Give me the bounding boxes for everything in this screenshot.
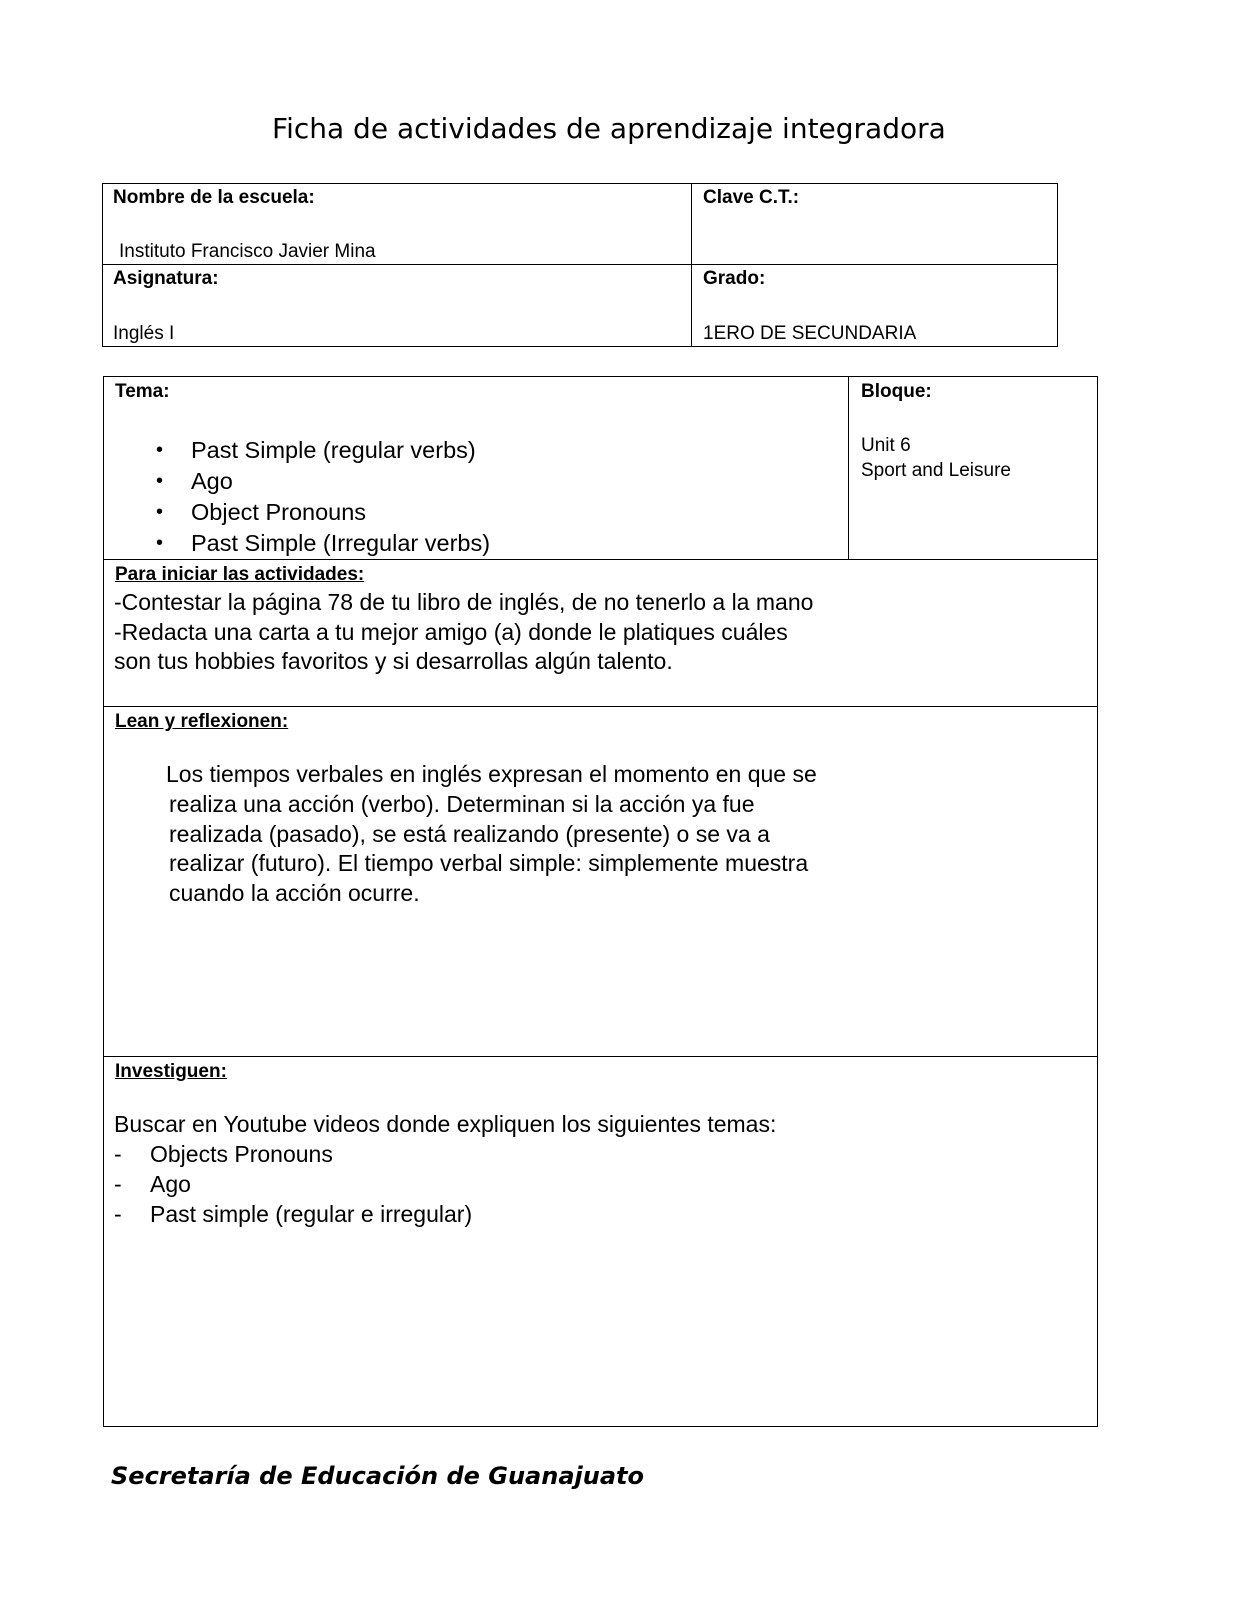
table1-column-divider [691,183,692,347]
investiguen-list [114,1139,472,1229]
iniciar-line-2: -Redacta una carta a tu mejor amigo (a) donde le platiques cuáles [114,619,788,645]
lean-line-4: realizar (futuro). El tiempo verbal simple: simplemente muestra [169,850,809,876]
lean-line-2: realiza una acción (verbo). Determinan si la acción ya fue [169,791,755,817]
tema-bloque-divider [848,376,849,559]
investiguen-intro: Buscar en Youtube videos donde expliquen los siguientes temas: [114,1111,777,1137]
iniciar-label: Para iniciar las actividades: [115,564,365,585]
clave-ct-label: Clave C.T.: [703,187,800,208]
tema-label: Tema: [115,381,170,402]
asignatura-value: Inglés I [113,323,175,344]
lean-line-5: cuando la acción ocurre. [169,880,420,906]
row-divider-1 [103,559,1098,560]
table1-row-divider [102,264,1058,265]
investiguen-label: Investiguen: [115,1061,227,1082]
iniciar-line-1: -Contestar la página 78 de tu libro de inglés, de no tenerlo a la mano [114,589,814,615]
row-divider-3 [103,1056,1098,1057]
list-item: - Past simple (regular e irregular) [114,1199,472,1229]
bloque-unit: Unit 6 [861,435,911,456]
grado-label: Grado: [703,268,766,289]
grado-value: 1ERO DE SECUNDARIA [703,323,917,344]
bloque-label: Bloque: [861,381,932,402]
list-item: • Past Simple (regular verbs) [113,435,490,466]
page-title: Ficha de actividades de aprendizaje integradora [272,112,946,145]
lean-line-1: Los tiempos verbales en inglés expresan el momento en que se [166,761,817,787]
footer-organization: Secretaría de Educación de Guanajuato [111,1462,645,1490]
list-item: - Objects Pronouns [114,1139,472,1169]
lean-label: Lean y reflexionen: [115,711,289,732]
list-item: • Object Pronouns [113,497,490,528]
school-name-value: Instituto Francisco Javier Mina [119,241,376,262]
school-name-label: Nombre de la escuela: [113,187,315,208]
asignatura-label: Asignatura: [113,268,219,289]
lean-line-3: realizada (pasado), se está realizando (presente) o se va a [169,821,770,847]
bloque-topic: Sport and Leisure [861,460,1011,481]
iniciar-line-3: son tus hobbies favoritos y si desarrollas algún talento. [114,648,673,674]
list-item: • Ago [113,466,490,497]
row-divider-2 [103,706,1098,707]
list-item: • Past Simple (Irregular verbs) [113,528,490,559]
list-item: - Ago [114,1169,472,1199]
tema-list [113,435,490,559]
